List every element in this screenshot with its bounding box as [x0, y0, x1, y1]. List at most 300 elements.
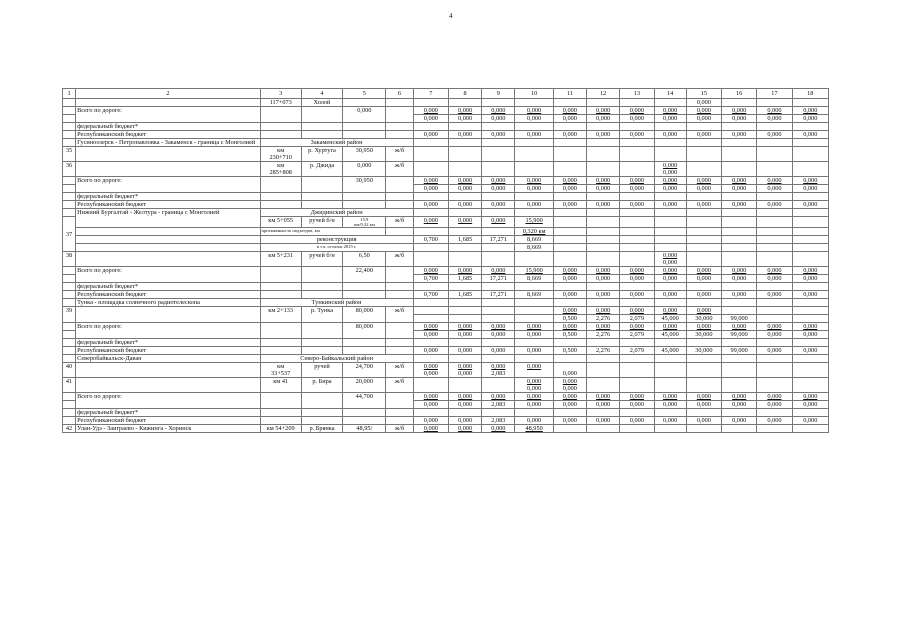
col-header: 13 [620, 89, 654, 99]
table-cell [620, 236, 654, 244]
table-cell: 0,000 [448, 201, 481, 209]
length-cell: 0,000 [343, 107, 386, 123]
table-cell [686, 236, 721, 244]
federal-row [63, 283, 829, 291]
table-row [63, 147, 829, 162]
table-cell [620, 193, 654, 201]
table-cell: 0,000 [757, 331, 792, 339]
table-cell [515, 299, 553, 307]
table-cell: 0,000 0,000 [413, 363, 448, 378]
table-cell: 0,000 [722, 267, 757, 275]
table-cell [757, 209, 792, 217]
table-cell: 0,000 [757, 347, 792, 355]
table-cell [654, 147, 686, 162]
table-cell: 0,000 [553, 393, 586, 401]
table-cell [260, 283, 301, 291]
table-cell [553, 409, 586, 417]
table-cell: 30,000 [686, 347, 721, 355]
table-cell [620, 378, 654, 393]
table-cell: 0,000 [448, 131, 481, 139]
table-cell: Всего по дороге: [76, 393, 260, 409]
table-cell [448, 339, 481, 347]
table-cell: Всего по дороге: [76, 177, 260, 193]
table-cell [482, 283, 515, 291]
table-cell [260, 339, 301, 347]
table-cell [757, 378, 792, 393]
table-cell [482, 228, 515, 236]
table-cell: в т.ч. остаток 2015 г. [260, 244, 413, 252]
table-cell [722, 244, 757, 252]
table-cell [722, 409, 757, 417]
table-cell: 0,320 км [515, 228, 553, 236]
table-cell [587, 139, 620, 147]
table-cell: 1,685 [448, 236, 481, 244]
table-cell: 0,000 [654, 417, 686, 425]
table-cell: 0,000 [620, 417, 654, 425]
table-cell [757, 147, 792, 162]
table-cell [587, 409, 620, 417]
table-cell [63, 401, 76, 409]
table-cell: 0,000 [654, 185, 686, 193]
table-cell [386, 228, 413, 236]
table-cell [343, 123, 386, 131]
col-header: 1 [63, 89, 76, 99]
table-cell [757, 162, 792, 177]
total-row [63, 393, 829, 401]
table-cell: 0,000 [620, 267, 654, 275]
row-number: 36 [63, 162, 76, 177]
table-cell [386, 177, 413, 193]
table-cell: 0,000 [654, 275, 686, 283]
table-cell: 0,000 [587, 107, 620, 115]
table-cell [654, 139, 686, 147]
table-cell [260, 393, 301, 409]
table-cell [301, 177, 342, 193]
table-cell [757, 252, 792, 267]
table-cell [722, 147, 757, 162]
table-cell [792, 209, 828, 217]
table-cell [76, 363, 260, 378]
col-header: 18 [792, 89, 828, 99]
table-cell: 0,000 [722, 115, 757, 123]
total-row [63, 177, 829, 185]
table-cell: Республиканский бюджет [76, 201, 260, 209]
table-cell [343, 283, 386, 291]
col-header: 3 [260, 89, 301, 99]
table-cell [413, 355, 448, 363]
table-cell: 0,000 [482, 331, 515, 339]
table-cell: 0,000 [448, 401, 481, 409]
table-cell [413, 315, 448, 323]
table-cell: 0,000 0,000 [448, 363, 481, 378]
table-cell: 2,276 [587, 331, 620, 339]
table-cell [448, 315, 481, 323]
table-cell [587, 283, 620, 291]
table-cell: федеральный бюджет* [76, 193, 260, 201]
table-cell [722, 139, 757, 147]
table-cell: 0,000 [722, 201, 757, 209]
table-cell [482, 209, 515, 217]
table-cell [722, 299, 757, 307]
table-cell [448, 99, 481, 107]
table-cell [654, 299, 686, 307]
table-cell [301, 409, 342, 417]
table-cell [620, 162, 654, 177]
table-row [63, 162, 829, 177]
table-cell: 15,900 [515, 267, 553, 275]
table-cell [413, 244, 448, 252]
federal-row [63, 409, 829, 417]
table-cell [620, 409, 654, 417]
table-cell [386, 283, 413, 291]
table-cell [722, 162, 757, 177]
table-cell: Республиканский бюджет [76, 347, 260, 355]
federal-row [63, 193, 829, 201]
table-cell [63, 209, 76, 217]
table-cell: 0,000 [757, 177, 792, 185]
table-cell: 0,000 [515, 115, 553, 123]
table-cell [260, 131, 301, 139]
table-cell: 0,000 [413, 107, 448, 115]
table-cell: 0,000 [757, 291, 792, 299]
table-cell [76, 378, 260, 393]
table-cell [757, 409, 792, 417]
table-cell [654, 355, 686, 363]
table-cell [792, 162, 828, 177]
table-cell: 0,000 [792, 131, 828, 139]
table-cell: 0,000 [482, 201, 515, 209]
table-row [63, 378, 829, 393]
table-cell [515, 252, 553, 267]
col-header: 4 [301, 89, 342, 99]
table-cell [482, 99, 515, 107]
table-cell [413, 139, 448, 147]
table-cell: км 5+231 [260, 252, 301, 267]
table-cell [757, 228, 792, 236]
table-cell: ж/б [386, 363, 413, 378]
table-cell [757, 355, 792, 363]
table-cell [448, 193, 481, 201]
table-cell [76, 99, 260, 107]
table-cell: 0,000 [553, 115, 586, 123]
table-cell [686, 283, 721, 291]
table-cell [587, 355, 620, 363]
table-cell: 0,000 0,000 [654, 252, 686, 267]
table-cell [386, 201, 413, 209]
table-cell: 0,000 [587, 275, 620, 283]
col-header: 17 [757, 89, 792, 99]
table-cell [386, 123, 413, 131]
table-cell [620, 339, 654, 347]
table-cell [757, 99, 792, 107]
table-cell [260, 409, 301, 417]
table-cell [553, 252, 586, 267]
value-cell: 0,000 [686, 99, 721, 107]
table-cell: 0,000 [722, 275, 757, 283]
table-cell: 0,000 [654, 401, 686, 409]
table-cell [792, 193, 828, 201]
table-cell: 0,000 [620, 107, 654, 115]
table-cell: 0,000 [757, 401, 792, 409]
table-cell [686, 252, 721, 267]
table-cell: 0,000 [482, 267, 515, 275]
table-cell: 0,000 [448, 347, 481, 355]
table-cell [757, 139, 792, 147]
table-cell [63, 99, 76, 107]
table-cell: км 54+209 [260, 425, 301, 433]
table-cell [63, 185, 76, 193]
table-cell: 0,000 [686, 323, 721, 331]
table-cell [587, 339, 620, 347]
col-header: 12 [587, 89, 620, 99]
table-cell: 0,000 [757, 393, 792, 401]
table-cell [620, 217, 654, 228]
table-cell: 0,000 [413, 201, 448, 209]
road-name: Нижний Бургалтай - Желтура - граница с Монголией [76, 209, 260, 228]
table-cell: 0,000 [792, 107, 828, 115]
table-cell: 0,000 [482, 177, 515, 185]
table-cell: 0,000 [413, 323, 448, 331]
table-cell: р. Джида [301, 162, 342, 177]
table-cell: 0,000 [587, 267, 620, 275]
table-cell: 0,000 [792, 331, 828, 339]
table-cell [343, 417, 386, 425]
table-cell: 0,000 [620, 393, 654, 401]
table-cell [757, 193, 792, 201]
table-cell: 22,400 [343, 267, 386, 283]
table-cell: 0,000 [792, 267, 828, 275]
table-cell [260, 417, 301, 425]
table-cell [515, 139, 553, 147]
table-cell [343, 201, 386, 209]
table-cell [448, 355, 481, 363]
table-cell [553, 139, 586, 147]
table-cell [76, 228, 260, 236]
table-cell [792, 139, 828, 147]
table-cell [587, 99, 620, 107]
table-cell: 0,000 [587, 393, 620, 401]
col-header: 15 [686, 89, 721, 99]
table-cell: 0,000 [553, 267, 586, 275]
table-cell [757, 307, 792, 315]
table-cell: ж/б [386, 425, 413, 433]
table-cell [553, 209, 586, 217]
road-name: Тунка - площадка солнечного радиотелескопа [76, 299, 260, 307]
table-cell: 0,000 [654, 323, 686, 331]
table-cell: 0,000 [792, 115, 828, 123]
table-cell: 30,000 [686, 331, 721, 339]
table-cell: 80,000 [343, 323, 386, 339]
table-cell: 0,000 [587, 291, 620, 299]
table-cell [301, 267, 342, 283]
table-cell: 2,079 [620, 315, 654, 323]
table-cell: р. Тунка [301, 307, 342, 323]
table-cell [686, 363, 721, 378]
total-row [63, 267, 829, 275]
table-cell [63, 299, 76, 307]
table-cell [654, 228, 686, 236]
table-cell [515, 307, 553, 315]
table-cell: 0,000 [654, 201, 686, 209]
table-cell [620, 283, 654, 291]
table-cell [482, 307, 515, 315]
table-cell: 0,000 [620, 291, 654, 299]
table-cell: 0,000 [654, 115, 686, 123]
federal-row [63, 339, 829, 347]
table-cell: 0,000 [448, 393, 481, 401]
row-number: 40 [63, 363, 76, 378]
table-cell [587, 236, 620, 244]
table-cell [301, 291, 342, 299]
table-cell [386, 339, 413, 347]
table-cell [792, 99, 828, 107]
table-cell [654, 339, 686, 347]
table-cell [63, 193, 76, 201]
table-cell [482, 123, 515, 131]
row-number: 39 [63, 307, 76, 323]
table-cell: 0,000 [413, 425, 448, 433]
table-cell [448, 228, 481, 236]
row-number: 41 [63, 378, 76, 393]
table-cell: 0,500 [553, 347, 586, 355]
table-cell: 0,000 0,000 [515, 378, 553, 393]
table-cell [63, 123, 76, 131]
table-cell [553, 244, 586, 252]
table-cell [301, 201, 342, 209]
table-cell: 0,000 [654, 267, 686, 275]
table-cell: 0,000 [448, 425, 481, 433]
table-cell [63, 115, 76, 123]
table-cell [63, 355, 76, 363]
table-cell: 0,000 [654, 131, 686, 139]
table-cell [386, 99, 413, 107]
table-cell [260, 267, 301, 283]
table-cell: 1,685 [448, 291, 481, 299]
table-cell [63, 139, 76, 147]
table-cell [620, 425, 654, 433]
table-cell: 0,000 [654, 107, 686, 115]
table-cell: федеральный бюджет* [76, 409, 260, 417]
table-cell [515, 283, 553, 291]
table-cell [301, 193, 342, 201]
republic-row [63, 417, 829, 425]
table-cell [482, 378, 515, 393]
table-cell: 17,271 [482, 275, 515, 283]
table-cell: 0,000 [448, 217, 481, 228]
table-cell [413, 378, 448, 393]
table-cell [63, 267, 76, 275]
table-cell: 0,000 [620, 323, 654, 331]
table-cell: 0,000 [482, 217, 515, 228]
table-cell [654, 209, 686, 217]
table-cell: 0,000 [587, 307, 620, 315]
table-cell: Всего по дороге: [76, 323, 260, 339]
table-cell [553, 99, 586, 107]
table-cell: 0,500 [553, 315, 586, 323]
table-cell: р. Брянка [301, 425, 342, 433]
table-cell: 20,000 [343, 378, 386, 393]
table-cell [413, 193, 448, 201]
table-cell: 0,000 [413, 115, 448, 123]
table-cell: 0,000 [515, 363, 553, 378]
table-cell [260, 347, 301, 355]
table-cell: 0,000 [448, 331, 481, 339]
table-cell [654, 378, 686, 393]
table-cell [301, 283, 342, 291]
row-number: 37 [63, 217, 76, 252]
table-cell [301, 107, 342, 123]
table-cell [553, 355, 586, 363]
table-cell: 0,000 [515, 401, 553, 409]
table-cell [413, 283, 448, 291]
table-cell: протяженность подъездов, км [260, 228, 386, 236]
table-cell [386, 393, 413, 409]
table-cell [620, 299, 654, 307]
table-cell: 0,000 [757, 417, 792, 425]
table-cell: 0,000 [757, 185, 792, 193]
table-cell [757, 217, 792, 228]
table-cell: 0,000 [722, 185, 757, 193]
table-cell: 0,000 [448, 177, 481, 185]
table-cell: 15,9 пм/0,32 км [343, 217, 386, 228]
table-cell: 8,669 [515, 236, 553, 244]
table-cell: 0,000 [792, 393, 828, 401]
table-cell [587, 425, 620, 433]
table-cell [654, 99, 686, 107]
table-cell [792, 363, 828, 378]
table-cell: 0,000 [757, 201, 792, 209]
table-cell: 0,000 [553, 291, 586, 299]
table-cell: 0,000 [757, 131, 792, 139]
table-cell [515, 99, 553, 107]
table-cell [757, 299, 792, 307]
table-cell: 0,000 [654, 177, 686, 185]
table-cell: 0,000 [515, 393, 553, 401]
table-cell: 0,000 [515, 185, 553, 193]
table-cell [448, 209, 481, 217]
table-cell: реконструкция [260, 236, 413, 244]
table-cell: федеральный бюджет* [76, 339, 260, 347]
table-cell [757, 339, 792, 347]
table-cell: ж/б [386, 217, 413, 228]
col-header: 16 [722, 89, 757, 99]
table-cell: 0,000 [448, 107, 481, 115]
table-cell: 0,000 [792, 291, 828, 299]
table-cell [686, 162, 721, 177]
district-name: Тункинский район [260, 299, 413, 307]
table-cell: 0,000 [686, 267, 721, 275]
table-cell: 0,000 [722, 107, 757, 115]
table-cell [553, 283, 586, 291]
table-cell [515, 209, 553, 217]
table-cell [686, 193, 721, 201]
table-cell [260, 291, 301, 299]
table-cell: 0,000 [792, 185, 828, 193]
table-cell: 0,000 0,000 [654, 162, 686, 177]
table-cell: 0,000 [654, 307, 686, 315]
col-header: 9 [482, 89, 515, 99]
table-cell [620, 355, 654, 363]
table-cell [482, 299, 515, 307]
table-cell: 0,000 [515, 131, 553, 139]
table-cell [757, 283, 792, 291]
table-cell [654, 236, 686, 244]
table-cell [620, 228, 654, 236]
table-cell [482, 315, 515, 323]
table-cell: ж/б [386, 147, 413, 162]
table-cell: 0,000 [620, 275, 654, 283]
table-cell: 0,000 [686, 131, 721, 139]
